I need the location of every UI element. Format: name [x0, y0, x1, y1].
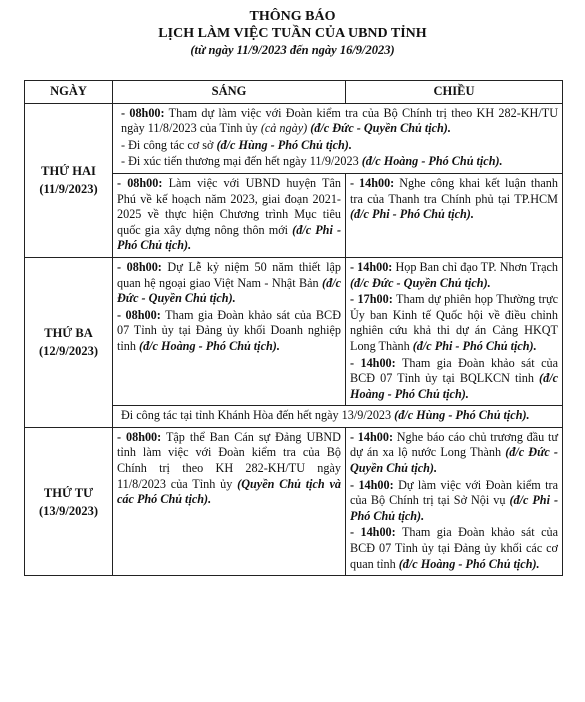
schedule-table — [24, 80, 563, 576]
day-cell-wednesday — [25, 427, 113, 575]
schedule-cell-morning — [113, 173, 346, 257]
schedule-cell-morning — [113, 427, 346, 575]
schedule-item: - 08h00: Tham dự làm việc với Đoàn kiểm tra của Bộ Chính trị theo KH 282-KH/TU ngày 11/8/2023 của Tỉnh ủy (cả ngày) (đ/c Đức - Quyền Chủ tịch). — [121, 105, 558, 136]
schedule-cell-fullwidth — [113, 103, 563, 173]
schedule-cell-morning — [113, 257, 346, 405]
schedule-item: - 08h00: Tập thể Ban Cán sự Đảng UBND tỉnh làm việc với Đoàn kiểm tra của Bộ Chính trị theo KH 282-KH/TU ngày 11/8/2023 của Tỉnh ủy (Quyền Chủ tịch và các Phó Chủ tịch). — [117, 429, 341, 507]
schedule-item: - Đi công tác cơ sở (đ/c Hùng - Phó Chủ tịch). — [121, 137, 352, 152]
schedule-item: - Đi xúc tiến thương mại đến hết ngày 11/9/2023 (đ/c Hoàng - Phó Chủ tịch). — [121, 154, 503, 169]
day-date: (12/9/2023) — [38, 344, 99, 359]
day-name: THỨ HAI — [41, 164, 96, 179]
schedule-item: - 14h00: Nghe công khai kết luận thanh tra của Thanh tra Chính phủ tại TP.HCM (đ/c Phi - Phó Chủ tịch). — [350, 175, 558, 222]
date-range: (từ ngày 11/9/2023 đến ngày 16/9/2023) — [190, 43, 395, 57]
schedule-item: - 08h00: Làm việc với UBND huyện Tân Phú về kế hoạch năm 2023, giai đoạn 2021-2025 về thực hiện Chương trình Mục tiêu quốc gia xây dựng nông thôn mới (đ/c Phi - Phó Chủ tịch). — [117, 175, 341, 253]
schedule-item: - 17h00: Tham dự phiên họp Thường trực Ủy ban Kinh tế Quốc hội về điều chỉnh nghiên cứu khả thi dự án Cảng HKQT Long Thành (đ/c Phi - Phó Chủ tịch). — [350, 292, 558, 353]
schedule-cell-afternoon — [346, 173, 563, 257]
schedule-cell-fullwidth — [113, 406, 563, 428]
schedule-item: - 14h00: Nghe báo cáo chủ trương đầu tư dự án xa lộ nước Long Thành (đ/c Đức - Quyền Chủ tịch). — [350, 429, 558, 476]
table-row — [25, 103, 563, 173]
schedule-cell-afternoon — [346, 427, 563, 575]
schedule-item: - 08h00: Tham gia Đoàn khảo sát của BCĐ 07 Tỉnh ủy tại Đảng ủy khối Doanh nghiệp tỉnh (đ/c Hoàng - Phó Chủ tịch). — [117, 307, 341, 353]
schedule-item: - 14h00: Tham gia Đoàn khảo sát của BCĐ 07 Tỉnh ủy tại Đảng ủy khối các cơ quan tỉnh (đ/c Hoàng - Phó Chủ tịch). — [350, 525, 558, 571]
day-cell-tuesday — [25, 257, 113, 427]
day-date: (11/9/2023) — [39, 182, 98, 197]
table-row — [25, 257, 563, 405]
document-header — [0, 8, 585, 58]
column-header-afternoon: CHIỀU — [346, 81, 563, 104]
schedule-item: - 08h00: Dự Lễ kỷ niệm 50 năm thiết lập quan hệ ngoại giao Việt Nam - Nhật Bản (đ/c Đức - Quyền Chủ tịch). — [117, 259, 341, 306]
day-name: THỨ BA — [44, 326, 93, 341]
notice-title: THÔNG BÁO — [249, 9, 336, 24]
column-header-morning: SÁNG — [113, 81, 346, 104]
table-row — [25, 427, 563, 575]
schedule-cell-afternoon — [346, 257, 563, 405]
schedule-title: LỊCH LÀM VIỆC TUẦN CỦA UBND TỈNH — [158, 26, 427, 41]
schedule-item: - 14h00: Tham gia Đoàn khảo sát của BCĐ 07 Tỉnh ủy tại BQLKCN tỉnh (đ/c Hoàng - Phó Chủ tịch). — [350, 355, 558, 401]
schedule-item: - 14h00: Dự làm việc với Đoàn kiểm tra của Bộ Chính trị tại Sở Nội vụ (đ/c Phi - Phó Chủ tịch). — [350, 477, 558, 523]
schedule-item: - 14h00: Họp Ban chỉ đạo TP. Nhơn Trạch (đ/c Đức - Quyền Chủ tịch). — [350, 259, 558, 290]
table-header-row — [25, 81, 563, 104]
column-header-day: NGÀY — [25, 81, 113, 104]
day-name: THỨ TƯ — [43, 485, 94, 500]
schedule-item: Đi công tác tại tỉnh Khánh Hòa đến hết ngày 13/9/2023 (đ/c Hùng - Phó Chủ tịch). — [121, 408, 530, 423]
day-cell-monday — [25, 103, 113, 257]
day-date: (13/9/2023) — [38, 503, 99, 518]
